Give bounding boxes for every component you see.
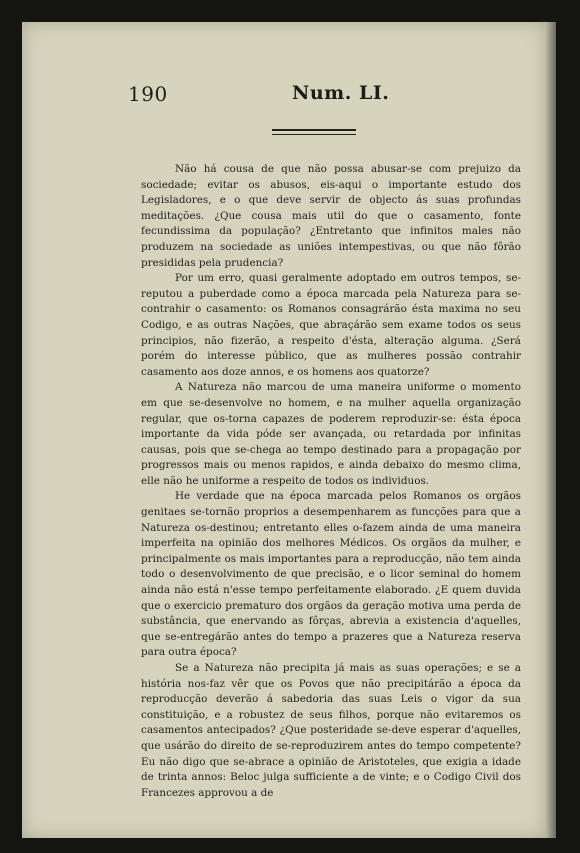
page-number: 190 xyxy=(128,82,168,106)
body-text xyxy=(141,162,521,801)
paragraph-1: Não há cousa de que não possa abusar-se com prejuizo da sociedade; evitar os abusos, eis-aqui o importante estudo dos Legisladores, e o que deve servir de objecto ás suas profundas meditações. ¿Que cousa mais util do que o casamento, fonte fecundissima da população? ¿Entretanto que infinitos males não produzem na sociedade as uniões intempestivas, ou que não fôrão presididas pela prudencia? xyxy=(141,163,521,269)
running-head: Num. LI. xyxy=(292,82,390,104)
header-rule-thin xyxy=(272,134,356,135)
paragraph-4: He verdade que na época marcada pelos Romanos os orgãos genitaes se-tornão proprios a desempenharem as funcções para que a Natureza os-destinou; entretanto elles o-fazem ainda de uma maneira imperfeita na opinião dos melhores Médicos. Os orgãos da mulher, e principalmente os mais importantes para a reproducção, não tem ainda todo o desenvolvimento de que precisão, e o licor seminal do homem ainda não está n'esse tempo perfeitamente elaborado. ¿E quem duvida que o exercicio prematuro dos orgãos da geração motiva uma perda de substância, que enervando as fôrças, abrevia a existencia d'aquelles, que se-entregárão antes do tempo a prazeres que a Natureza reserva para outra época? xyxy=(141,490,521,659)
page-edge-shadow xyxy=(546,22,556,838)
header-rule-thick xyxy=(272,129,356,131)
paragraph-2: Por um erro, quasi geralmente adoptado em outros tempos, se-reputou a puberdade como a época marcada pela Natureza para se-contrahir o casamento: os Romanos consagrárão ésta maxima no seu Codigo, e as outras Nações, que abraçárão sem exame todos os seus principios, não fizerão, a respeito d'ésta, alteração alguma. ¿Será porém do interesse público, que as mulheres possão contrahir casamento aos doze annos, e os homens aos quatorze? xyxy=(141,272,521,378)
paragraph-3: A Natureza não marcou de uma maneira uniforme o momento em que se-desenvolve no homem, e na mulher aquella organização regular, que os-torna capazes de poderem reproduzir-se: ésta época importante da vida póde ser avançada, ou retardada por infinitas causas, pois que se-chega ao tempo destinado para a propagação por progressos mais ou menos rapidos, e ainda debaixo do mesmo clima, elle não he uniforme a respeito de todos os individuos. xyxy=(141,381,521,487)
paragraph-5: Se a Natureza não precipita já mais as suas operações; e se a história nos-faz vêr que os Povos que não precipitárão a época da reproducção deverão á sabedoria das suas Leis o vigor da sua constituição, e a robustez de seus filhos, porque não evitaremos os casamentos antecipados? ¿Que posteridade se-deve esperar d'aquelles, que usárão do direito de se-reproduzirem antes do tempo competente? Eu não digo que se-abrace a opinião de Aristoteles, que exigia a idade de trinta annos: Beloc julga sufficiente a de vinte; e o Codigo Civil dos Francezes approvou a de xyxy=(141,662,521,799)
